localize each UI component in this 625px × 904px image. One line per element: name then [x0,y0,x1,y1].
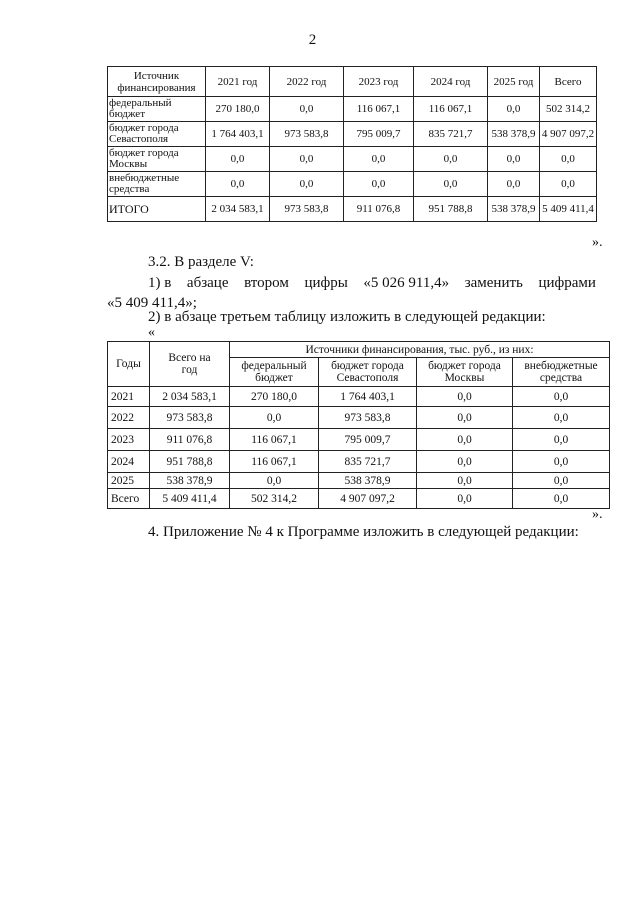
column-header: внебюджетные средства [513,358,610,387]
table-cell: 951 788,8 [414,197,488,222]
table-cell: 0,0 [206,172,270,197]
row-label: бюджет города Москвы [108,147,206,172]
table-cell: 0,0 [417,451,513,473]
table-cell: 2 034 583,1 [150,387,230,407]
table-cell: 911 076,8 [150,429,230,451]
table-row [108,122,597,147]
row-year: 2023 [108,429,150,451]
row-year: 2024 [108,451,150,473]
column-header: 2024 год [414,67,488,97]
table-cell: 0,0 [417,407,513,429]
row-year: Всего [108,489,150,509]
table-cell: 0,0 [540,172,597,197]
table-cell: 0,0 [488,97,540,122]
table-cell: 0,0 [417,489,513,509]
table-cell: 973 583,8 [319,407,417,429]
row-year: 2022 [108,407,150,429]
table-cell: 0,0 [206,147,270,172]
column-header: 2023 год [344,67,414,97]
column-header: 2021 год [206,67,270,97]
table-cell: 0,0 [414,172,488,197]
column-header: бюджет города Москвы [417,358,513,387]
word: 1) в [148,275,172,291]
table-cell: 2 034 583,1 [206,197,270,222]
paragraph-item-4: 4. Приложение № 4 к Программе изложить в следующей редакции: [148,524,579,540]
table-cell: 0,0 [488,147,540,172]
table-cell: 0,0 [417,429,513,451]
table-cell: 116 067,1 [230,451,319,473]
table-cell: 0,0 [417,473,513,489]
table-cell: 0,0 [270,97,344,122]
table-cell: 116 067,1 [344,97,414,122]
word: «5 026 911,4» [363,275,450,291]
table-cell: 0,0 [513,407,610,429]
row-label: бюджет города Севастополя [108,122,206,147]
column-header-years: Годы [108,342,150,387]
table-cell: 538 378,9 [319,473,417,489]
table-cell: 795 009,7 [344,122,414,147]
table-cell: 270 180,0 [206,97,270,122]
column-header: Всего [540,67,597,97]
table-row [108,97,597,122]
column-header: 2022 год [270,67,344,97]
financing-sources-table [107,66,597,222]
table-cell: 4 907 097,2 [319,489,417,509]
table-cell: 973 583,8 [270,122,344,147]
closing-quote: ». [592,235,603,250]
table-cell: 0,0 [230,407,319,429]
table-cell: 795 009,7 [319,429,417,451]
row-label: внебюджетные средства [108,172,206,197]
row-label: федеральный бюджет [108,97,206,122]
column-header-total: Всего на год [150,342,230,387]
column-header-sources: Источники финансирования, тыс. руб., из них: [230,342,610,358]
column-header: 2025 год [488,67,540,97]
table-cell: 0,0 [488,172,540,197]
table-cell: 1 764 403,1 [206,122,270,147]
table-header-row [108,342,610,358]
table-cell: 502 314,2 [230,489,319,509]
table-total-row [108,489,610,509]
table-cell: 5 409 411,4 [540,197,597,222]
closing-quote: ». [592,507,603,522]
row-year: 2021 [108,387,150,407]
table-cell: 538 378,9 [488,122,540,147]
word: заменить [464,275,523,291]
table-cell: 5 409 411,4 [150,489,230,509]
table-cell: 0,0 [270,172,344,197]
table-row [108,451,610,473]
table-cell: 911 076,8 [344,197,414,222]
table-row [108,473,610,489]
table-cell: 502 314,2 [540,97,597,122]
table-total-row [108,197,597,222]
word: абзаце [186,275,229,291]
table-cell: 0,0 [344,172,414,197]
table-cell: 0,0 [540,147,597,172]
paragraph-item-1-continued: «5 409 411,4»; [107,295,197,311]
table-cell: 116 067,1 [230,429,319,451]
table-cell: 973 583,8 [270,197,344,222]
column-header: Источник финансирования [108,67,206,97]
table-row [108,407,610,429]
table-row [108,429,610,451]
table-cell: 0,0 [230,473,319,489]
paragraph-item-2: 2) в абзаце третьем таблицу изложить в следующей редакции: [148,309,546,325]
table-header-row [108,67,597,97]
table-cell: 0,0 [270,147,344,172]
row-label: ИТОГО [108,197,206,222]
table-cell: 835 721,7 [414,122,488,147]
column-header: федеральный бюджет [230,358,319,387]
word: цифры [304,275,348,291]
table-cell: 0,0 [513,473,610,489]
table-cell: 0,0 [513,429,610,451]
table-row [108,172,597,197]
table-cell: 0,0 [513,489,610,509]
row-year: 2025 [108,473,150,489]
table-cell: 951 788,8 [150,451,230,473]
table-cell: 835 721,7 [319,451,417,473]
table-cell: 1 764 403,1 [319,387,417,407]
table-row [108,387,610,407]
page-number: 2 [308,32,317,48]
table-cell: 270 180,0 [230,387,319,407]
table-cell: 116 067,1 [414,97,488,122]
opening-quote: « [148,325,155,340]
table-cell: 973 583,8 [150,407,230,429]
yearly-financing-table [107,341,610,509]
table-cell: 0,0 [344,147,414,172]
paragraph-item-1 [148,275,596,292]
section-heading: 3.2. В разделе V: [148,254,254,270]
table-cell: 0,0 [417,387,513,407]
table-cell: 0,0 [513,451,610,473]
table-cell: 4 907 097,2 [540,122,597,147]
table-cell: 0,0 [414,147,488,172]
word: цифрами [538,275,596,291]
word: втором [244,275,289,291]
table-cell: 0,0 [513,387,610,407]
table-cell: 538 378,9 [150,473,230,489]
table-row [108,147,597,172]
column-header: бюджет города Севастополя [319,358,417,387]
table-cell: 538 378,9 [488,197,540,222]
